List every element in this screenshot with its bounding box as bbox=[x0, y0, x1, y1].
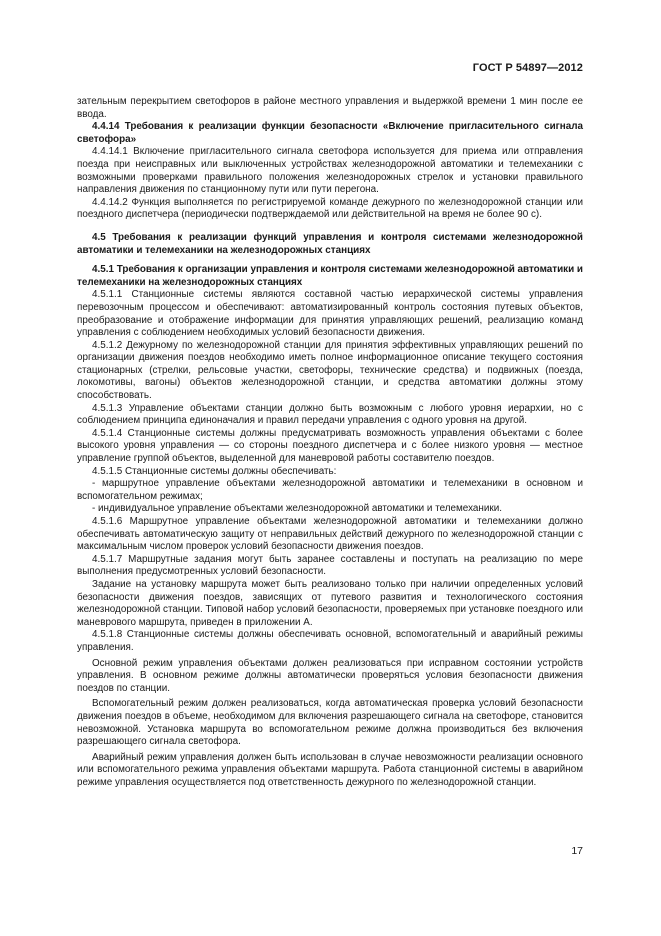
paragraph-4-5-1-5: 4.5.1.5 Станционные системы должны обеспечивать: bbox=[92, 465, 337, 477]
paragraph-4-4-14-1: 4.4.14.1 Включение пригласительного сигнала светофора используется для приема или отправления поезда при неисправных или выключенных устройствах железнодорожной автоматики и телемеханики с возможными проверками правильного положения железнодорожных стрелок и установки правильного направления движения по станционному пути или пути перегона. bbox=[77, 146, 583, 196]
paragraph-4-5-1-4: 4.5.1.4 Станционные системы должны предусматривать возможность управления объектами с более высокого уровня управления — со стороны поездного диспетчера и с более низкого уровня — местное управление группой объектов, выделенной для маневровой работы составителю поездов. bbox=[77, 427, 583, 465]
paragraph-4-5-1-3: 4.5.1.3 Управление объектами станции должно быть возможным с любого уровня иерархии, но с соблюдением принципа единоначалия и правил передачи управления с одного уровня на другой. bbox=[77, 402, 583, 427]
paragraph-auxiliary-mode: Вспомогательный режим должен реализоваться, когда автоматическая проверка условий безопасности движения поездов в объеме, необходимом для включения разрешающего сигнала на светофоре, становится невозможной. Установка маршрута во вспомогательном режиме должна производиться без включения разрешающего сигнала светофора. bbox=[77, 698, 583, 748]
list-item-route-control: - маршрутное управление объектами железнодорожной автоматики и телемеханики в основном и вспомогательном режимах; bbox=[77, 478, 583, 502]
page-number: 17 bbox=[571, 845, 583, 857]
list-item-individual-control: - индивидуальное управление объектами железнодорожной автоматики и телемеханики. bbox=[92, 503, 502, 515]
paragraph-4-5-1-6: 4.5.1.6 Маршрутное управление объектами железнодорожной автоматики и телемеханики должно обеспечивать автоматическую защиту от неправильных действий дежурного по железнодорожной станции с максимальным числом проверок условий безопасности движения поездов. bbox=[77, 516, 583, 553]
heading-4-5-1: 4.5.1 Требования к организации управления и контроля системами железнодорожной автоматики и телемеханики на железнодорожных станциях bbox=[77, 264, 583, 288]
heading-4-4-14: 4.4.14 Требования к реализации функции безопасности «Включение пригласительного сигнала светофора» bbox=[77, 121, 583, 145]
paragraph-4-5-1-2: 4.5.1.2 Дежурному по железнодорожной станции для принятия эффективных управляющих решений по организации движения поездов необходимо иметь полное информационное описание текущего состояния стационарных (стрелки, рельсовые участки, светофоры, технические средства) и подвижных (поезда, локомотивы, вагоны) объектов железнодорожной станции, и средства автоматики должны этому способствовать. bbox=[77, 339, 583, 402]
heading-4-5: 4.5 Требования к реализации функций управления и контроля системами железнодорожной автоматики и телемеханики на железнодорожных станциях bbox=[77, 231, 583, 256]
paragraph-4-5-1-8: 4.5.1.8 Станционные системы должны обеспечивать основной, вспомогательный и аварийный режимы управления. bbox=[77, 629, 583, 653]
document-header: ГОСТ Р 54897—2012 bbox=[472, 62, 583, 74]
paragraph-main-mode: Основной режим управления объектами должен реализоваться при исправном состоянии устройств управления. В основном режиме должны автоматически проверяться условия безопасности движения поездов по станции. bbox=[77, 657, 583, 694]
paragraph-continuation: зательным перекрытием светофоров в районе местного управления и выдержкой времени 1 мин после ее ввода. bbox=[77, 96, 583, 120]
page-body bbox=[77, 96, 583, 789]
paragraph-route-task: Задание на установку маршрута может быть реализовано только при наличии определенных условий безопасности движения поездов, зависящих от путевого развития и технологического состояния железнодорожной станции. Типовой набор условий безопасности, проверяемых при установке поездного или маневрового маршрута, приведен в приложении А. bbox=[77, 578, 583, 628]
paragraph-emergency-mode: Аварийный режим управления должен быть использован в случае невозможности реализации основного или вспомогательного режима управления объектами маршрута. Работа станционной системы в аварийном режиме управления осуществляется под ответственность дежурного по железнодорожной станции. bbox=[77, 751, 583, 788]
paragraph-4-4-14-2: 4.4.14.2 Функция выполняется по регистрируемой команде дежурного по железнодорожной станции или поездного диспетчера (периодически подтверждаемой или действительной на время не более 90 с). bbox=[77, 196, 583, 221]
paragraph-4-5-1-7: 4.5.1.7 Маршрутные задания могут быть заранее составлены и поступать на реализацию по мере выполнения предусмотренных условий безопасности. bbox=[77, 553, 583, 578]
paragraph-4-5-1-1: 4.5.1.1 Станционные системы являются составной частью иерархической системы управления перевозочным процессом и обеспечивают: автоматизированный контроль состояния путевых объектов, преобразование и отображение информации для принятия управляющих решений, реализацию команд управления с соблюдением необходимых условий безопасности движения. bbox=[77, 289, 583, 339]
